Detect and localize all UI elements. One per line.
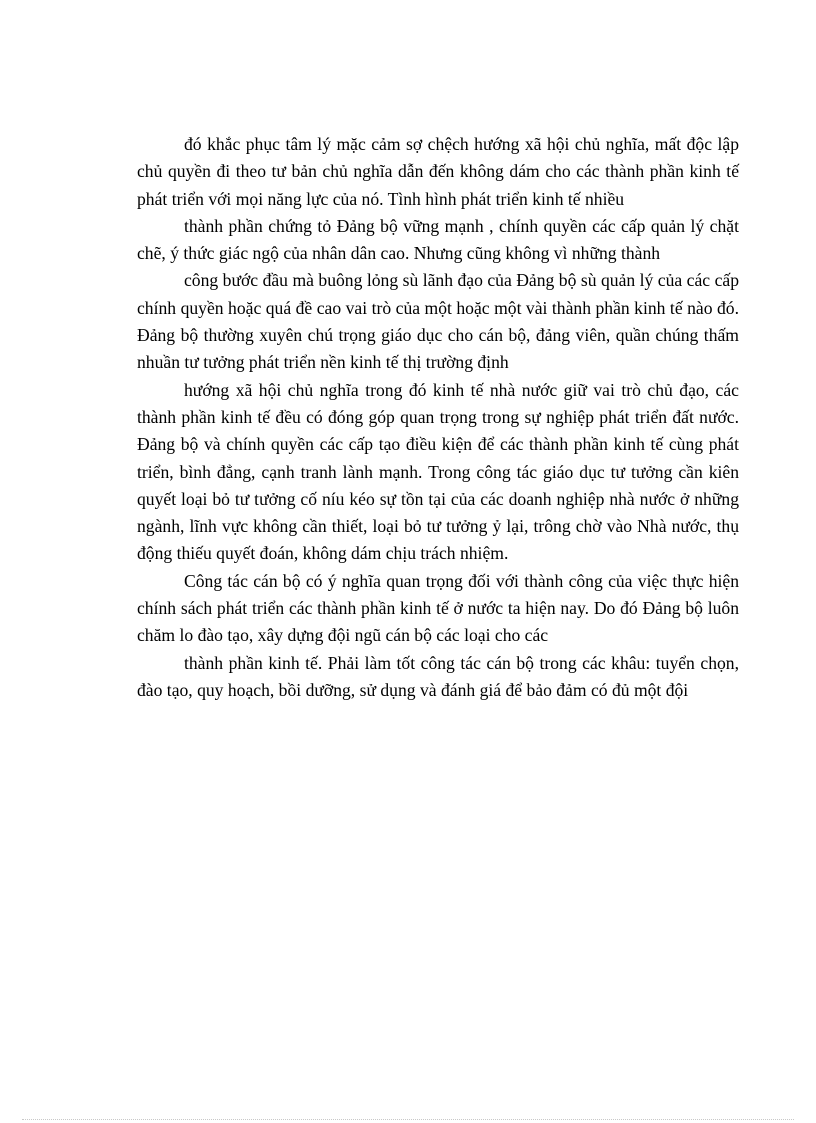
page-bottom-divider — [22, 1119, 794, 1120]
paragraph-5: Công tác cán bộ có ý nghĩa quan trọng đối với thành công của việc thực hiện chính sách phát triển các thành phần kinh tế ở nước ta hiện nay. Do đó Đảng bộ luôn chăm lo đào tạo, xây dựng đội ngũ cán bộ các loại cho các — [137, 570, 739, 646]
paragraph-3: công bước đầu mà buông lỏng sù lãnh đạo của Đảng bộ sù quản lý của các cấp chính quyền hoặc quá đề cao vai trò của một hoặc một vài thành phần kinh tế nào đó. Đảng bộ thường xuyên chú trọng giáo dục cho cán bộ, đảng viên, quần chúng thấm nhuần tư tưởng phát triển nền kinh tế thị trường định — [137, 270, 739, 373]
paragraph-6: thành phần kinh tế. Phải làm tốt công tác cán bộ trong các khâu: tuyển chọn, đào tạo, quy hoạch, bồi dưỡng, sử dụng và đánh giá để bảo đảm có đủ một đội — [137, 652, 739, 700]
paragraph-2: thành phần chứng tỏ Đảng bộ vững mạnh , chính quyền các cấp quản lý chặt chẽ, ý thức giác ngộ của nhân dân cao. Nhưng cũng không vì những thành — [137, 215, 739, 264]
document-body — [137, 131, 739, 704]
paragraph-1: đó khắc phục tâm lý mặc cảm sợ chệch hướng xã hội chủ nghĩa, mất độc lập chủ quyền đi theo tư bản chủ nghĩa dẫn đến không dám cho các thành phần kinh tế phát triển với mọi năng lực của nó. Tình hình phát triển kinh tế nhiều — [137, 134, 739, 209]
paragraph-4: hướng xã hội chủ nghĩa trong đó kinh tế nhà nước giữ vai trò chủ đạo, các thành phần kinh tế đều có đóng góp quan trọng trong sự nghiệp phát triển đất nước. Đảng bộ và chính quyền các cấp tạo điều kiện để các thành phần kinh tế cùng phát triển, bình đẳng, cạnh tranh lành mạnh. Trong công tác giáo dục tư tưởng cần kiên quyết loại bỏ tư tưởng cố níu kéo sự tồn tại của các doanh nghiệp nhà nước ở những ngành, lĩnh vực không cần thiết, loại bỏ tư tưởng ỷ lại, trông chờ vào Nhà nước, thụ động thiếu quyết đoán, không dám chịu trách nhiệm. — [137, 379, 739, 564]
